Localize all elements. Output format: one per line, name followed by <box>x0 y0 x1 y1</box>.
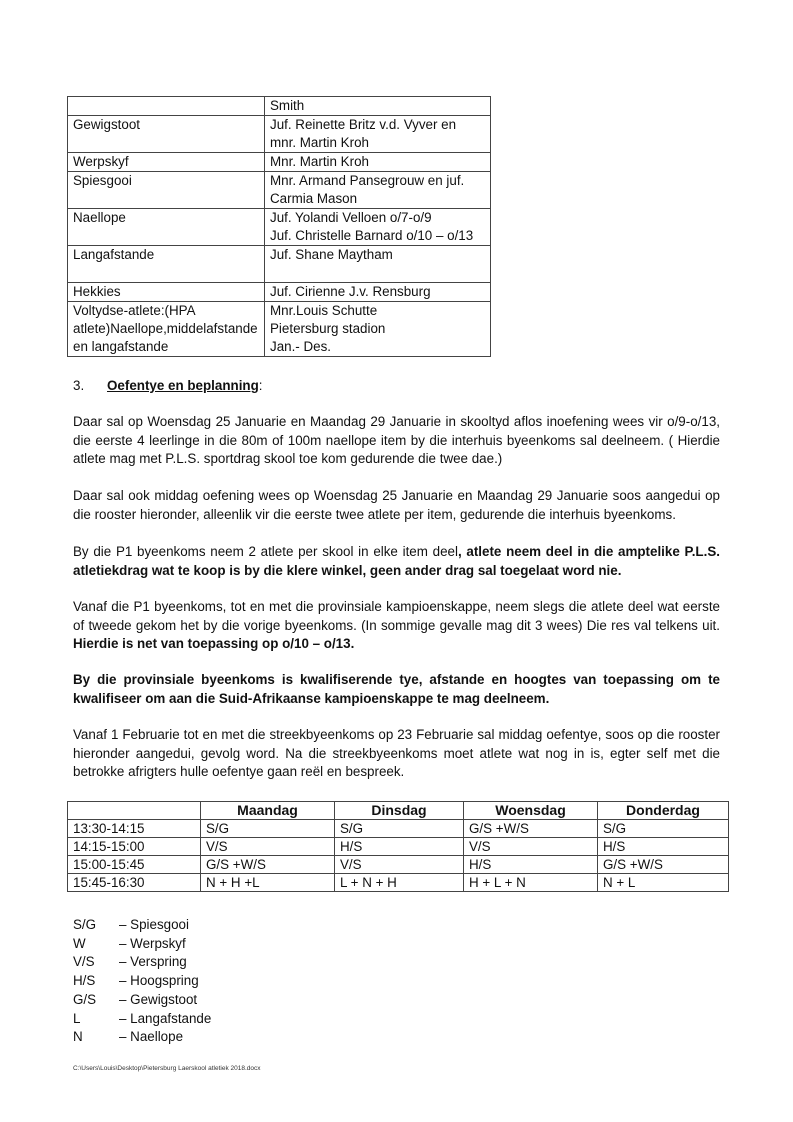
official-names <box>265 116 491 153</box>
schedule-row <box>68 856 729 874</box>
legend-item <box>73 991 211 1010</box>
schedule-header-row <box>68 802 729 820</box>
legend-abbreviation: L <box>73 1010 81 1026</box>
official-names <box>265 302 491 357</box>
official-line: Juf. Christelle Barnard o/10 – o/13 <box>270 228 474 243</box>
schedule-event-cell: S/G <box>201 820 335 838</box>
p1-bold-text: , atlete neem deel in die amptelike P.L.S. atletiekdrag wat te koop is by die klere winkel, geen ander drag sal toegelaat word nie. <box>73 544 720 578</box>
schedule-event-cell: N + H +L <box>201 874 335 892</box>
official-line: Mnr. Martin Kroh <box>270 154 369 169</box>
legend-item <box>73 953 211 972</box>
official-names <box>265 153 491 172</box>
official-line: Juf. Yolandi Velloen o/7-o/9 <box>270 210 432 225</box>
schedule-time-cell: 13:30-14:15 <box>68 820 201 838</box>
event-name: Naellope <box>68 209 265 246</box>
officials-row <box>68 209 491 246</box>
officials-row <box>68 246 491 283</box>
legend-abbreviation: W <box>73 935 86 951</box>
footer-file-path: C:\Users\Louis\Desktop\Pietersburg Laerskool atletiek 2018.docx <box>73 1065 261 1072</box>
schedule-row <box>68 838 729 856</box>
schedule-table <box>67 801 729 892</box>
official-line: Carmia Mason <box>270 191 358 206</box>
p4-text: Vanaf die P1 byeenkoms, tot en met die provinsiale kampioenskappe, neem slegs die atlete deel wat eerste of tweede gekom het by die vorige byeenkoms. (In sommige gevalle mag dit 3 wees) Die res val telkens uit. <box>73 599 720 633</box>
schedule-event-cell: G/S +W/S <box>201 856 335 874</box>
schedule-event-cell: H/S <box>598 838 729 856</box>
schedule-header-cell: Maandag <box>201 802 335 820</box>
legend-item <box>73 1010 211 1029</box>
schedule-row <box>68 820 729 838</box>
paragraph-aflos: Daar sal op Woensdag 25 Januarie en Maandag 29 Januarie in skooltyd aflos inoefening wees vir o/9-o/13, die eerste 4 leerlinge in die 80m of 100m naellope item by die interhuis byeenkoms sal deelneem. ( Hierdie atlete mag met P.L.S. sportdrag skool toe kom gedurende die twee dae.) <box>73 414 720 467</box>
official-line: mnr. Martin Kroh <box>270 135 369 150</box>
schedule-event-cell: V/S <box>201 838 335 856</box>
schedule-row <box>68 874 729 892</box>
legend-list <box>73 916 211 1047</box>
schedule-event-cell: H/S <box>335 838 464 856</box>
officials-row <box>68 97 491 116</box>
official-names <box>265 209 491 246</box>
officials-row <box>68 302 491 357</box>
legend-meaning: – Langafstande <box>119 1010 212 1026</box>
schedule-event-cell: V/S <box>464 838 598 856</box>
paragraph-p1-byeenkoms <box>73 543 720 580</box>
event-name: Voltydse-atlete:(HPA atlete)Naellope,middelafstande en langafstande <box>68 302 265 357</box>
event-name: Spiesgooi <box>68 172 265 209</box>
officials-table <box>67 96 491 357</box>
section-number: 3. <box>73 378 85 393</box>
schedule-header-cell: Donderdag <box>598 802 729 820</box>
schedule-header-cell: Woensdag <box>464 802 598 820</box>
schedule-event-cell: N + L <box>598 874 729 892</box>
officials-row <box>68 116 491 153</box>
schedule-event-cell: S/G <box>598 820 729 838</box>
legend-abbreviation: H/S <box>73 973 96 989</box>
legend-meaning: – Verspring <box>119 954 187 970</box>
p4-bold-text: Hierdie is net van toepassing op o/10 – o/13. <box>73 636 355 652</box>
official-line: Mnr. Armand Pansegrouw en juf. <box>270 173 465 188</box>
event-name <box>68 97 265 116</box>
official-line: Juf. Cirienne J.v. Rensburg <box>270 284 431 299</box>
schedule-header-cell: Dinsdag <box>335 802 464 820</box>
p1-text: By die P1 byeenkoms neem 2 atlete per skool in elke item deel <box>73 544 458 559</box>
officials-row <box>68 172 491 209</box>
legend-item <box>73 916 211 935</box>
paragraph-kwalifiserende: By die provinsiale byeenkoms is kwalifiserende tye, afstande en hoogtes van toepassing om te kwalifiseer om aan die Suid-Afrikaanse kampioenskappe te mag deelneem. <box>73 672 720 706</box>
official-line: Pietersburg stadion <box>270 321 386 336</box>
schedule-event-cell: G/S +W/S <box>598 856 729 874</box>
event-name: Hekkies <box>68 283 265 302</box>
schedule-event-cell: L + N + H <box>335 874 464 892</box>
paragraph-middag-oefening: Daar sal ook middag oefening wees op Woensdag 25 Januarie en Maandag 29 Januarie soos aangedui op die rooster hieronder, alleenlik vir die eerste twee atlete per item, gedurende die interhuis byeenkoms. <box>73 488 720 522</box>
official-line <box>270 264 485 282</box>
section-heading <box>73 377 263 395</box>
event-name: Werpskyf <box>68 153 265 172</box>
officials-row <box>68 153 491 172</box>
official-line: Smith <box>270 98 305 113</box>
schedule-event-cell: V/S <box>335 856 464 874</box>
legend-abbreviation: S/G <box>73 917 97 932</box>
section-title: Oefentye en beplanning <box>107 378 259 393</box>
official-names <box>265 283 491 302</box>
schedule-event-cell: S/G <box>335 820 464 838</box>
event-name: Gewigstoot <box>68 116 265 153</box>
schedule-event-cell: H/S <box>464 856 598 874</box>
paragraph-streekbyeenkoms: Vanaf 1 Februarie tot en met die streekbyeenkoms op 23 Februarie sal middag oefentye, soos op die rooster hieronder aangedui, gevolg word. Na die streekbyeenkoms moet atlete wat nog in is, egter self met die betrokke afrigters hulle oefentye gaan reël en bespreek. <box>73 727 720 780</box>
schedule-time-cell: 15:00-15:45 <box>68 856 201 874</box>
official-names <box>265 172 491 209</box>
legend-meaning: – Hoogspring <box>119 973 199 989</box>
official-line: Juf. Shane Maytham <box>270 247 393 262</box>
officials-row <box>68 283 491 302</box>
legend-item <box>73 972 211 991</box>
legend-meaning: – Werpskyf <box>119 935 186 951</box>
legend-abbreviation: N <box>73 1029 83 1045</box>
official-names <box>265 97 491 116</box>
legend-meaning: – Gewigstoot <box>119 991 198 1007</box>
section-title-suffix: : <box>258 378 263 393</box>
legend-item <box>73 1028 211 1047</box>
official-line: Jan.- Des. <box>270 339 332 354</box>
paragraph-provinsiale <box>73 598 720 654</box>
legend-item <box>73 935 211 954</box>
legend-abbreviation: G/S <box>73 991 97 1007</box>
schedule-header-cell <box>68 802 201 820</box>
official-line: Juf. Reinette Britz v.d. Vyver en <box>270 117 457 132</box>
legend-abbreviation: V/S <box>73 954 95 970</box>
official-names <box>265 246 491 283</box>
legend-meaning: – Spiesgooi <box>119 917 189 932</box>
schedule-time-cell: 14:15-15:00 <box>68 838 201 856</box>
schedule-time-cell: 15:45-16:30 <box>68 874 201 892</box>
schedule-event-cell: G/S +W/S <box>464 820 598 838</box>
official-line: Mnr.Louis Schutte <box>270 303 378 318</box>
event-name: Langafstande <box>68 246 265 283</box>
legend-meaning: – Naellope <box>119 1029 184 1045</box>
schedule-event-cell: H + L + N <box>464 874 598 892</box>
